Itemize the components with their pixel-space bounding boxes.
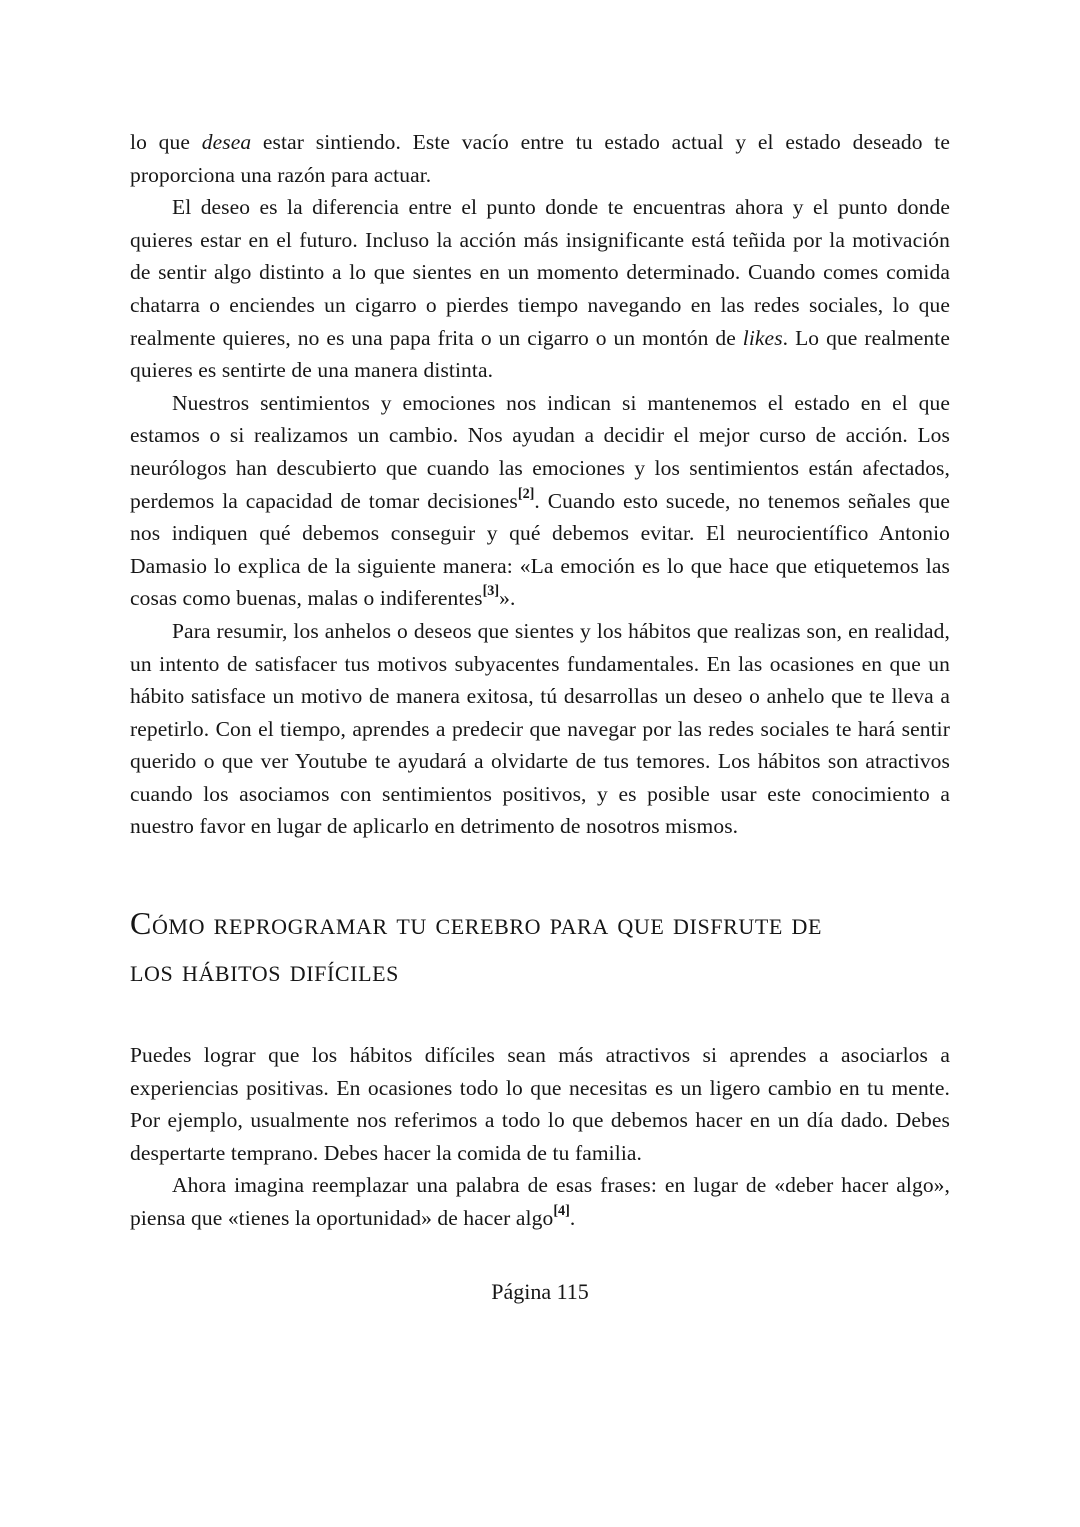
page-content [130, 126, 950, 1305]
paragraph [130, 1039, 950, 1169]
section-heading-line-1: Cómo reprogramar tu cerebro para que disfrute de [130, 905, 823, 942]
body-text-run: Para resumir, los anhelos o deseos que sientes y los hábitos que realizas son, en realidad, un intento de satisfacer tus motivos subyacentes fundamentales. En las ocasiones en que un hábito satisface un motivo de manera exitosa, tú desarrollas un deseo o anhelo que te lleva a repetirlo. Con el tiempo, aprendes a predecir que navegar por las redes sociales te hará sentir querido o que ver Youtube te ayudará a olvidarte de tus temores. Los hábitos son atractivos cuando los asociamos con sentimientos positivos, y es posible usar este conocimiento a nuestro favor en lugar de aplicarlo en detrimento de nosotros mismos. [130, 618, 950, 839]
paragraph [130, 387, 950, 615]
body-text-run: ». [499, 586, 516, 611]
footnote-ref[interactable]: [4] [553, 1203, 570, 1220]
italic-text: likes [742, 325, 783, 350]
page-number: Página 115 [491, 1278, 589, 1304]
body-text-run: . Cuando esto sucede, no tenemos señales que nos indiquen qué debemos conseguir y qué debemos evitar. El neurocientífico Antonio Damasio lo explica de la siguiente manera: «La emoción es lo que hace que etiquetemos las cosas como buenas, malas o indiferentes [130, 488, 950, 611]
body-text-run: El deseo es la diferencia entre el punto donde te encuentras ahora y el punto donde quieres estar en el futuro. Incluso la acción más insignificante está teñida por la motivación de sentir algo distinto a lo que sientes en un momento determinado. Cuando comes comida chatarra o enciendes un cigarro o pierdes tiempo navegando en las redes sociales, lo que realmente quieres, no es una papa frita o un cigarro o un montón de [130, 195, 950, 350]
italic-text: desea [201, 130, 252, 154]
body-text-run: Ahora imagina reemplazar una palabra de esas frases: en lugar de «deber hacer algo», piensa que «tienes la oportunidad» de hacer algo [130, 1173, 950, 1231]
section-heading-line-2: los hábitos difíciles [130, 952, 399, 989]
body-text-bottom [130, 1039, 950, 1235]
section-heading [130, 900, 950, 994]
body-text-run: Nuestros sentimientos y emociones nos indican si mantenemos el estado en el que estamos o si realizamos un cambio. Nos ayudan a decidir el mejor curso de acción. Los neurólogos han descubierto que cuando las emociones y los sentimientos están afectados, perdemos la capacidad de tomar decisiones [130, 390, 950, 513]
body-text-run: . Lo que realmente quieres es sentirte de una manera distinta. [130, 325, 950, 383]
footnote-ref[interactable]: [3] [482, 583, 500, 600]
footnote-ref[interactable]: [2] [517, 485, 535, 502]
body-text-top [130, 126, 950, 843]
paragraph [130, 126, 950, 191]
body-text-run: lo que [130, 130, 202, 154]
body-text-run: estar sintiendo. Este vacío entre tu estado actual y el estado deseado te proporciona una razón para actuar. [130, 130, 950, 187]
paragraph [130, 1169, 950, 1234]
body-text-run: Puedes lograr que los hábitos difíciles sean más atractivos si aprendes a asociarlos a experiencias positivas. En ocasiones todo lo que necesitas es un ligero cambio en tu mente. Por ejemplo, usualmente nos referimos a todo lo que debemos hacer en un día dado. Debes despertarte temprano. Debes hacer la comida de tu familia. [130, 1043, 950, 1165]
body-text-run: . [569, 1206, 576, 1231]
paragraph [130, 615, 950, 843]
paragraph [130, 191, 950, 387]
